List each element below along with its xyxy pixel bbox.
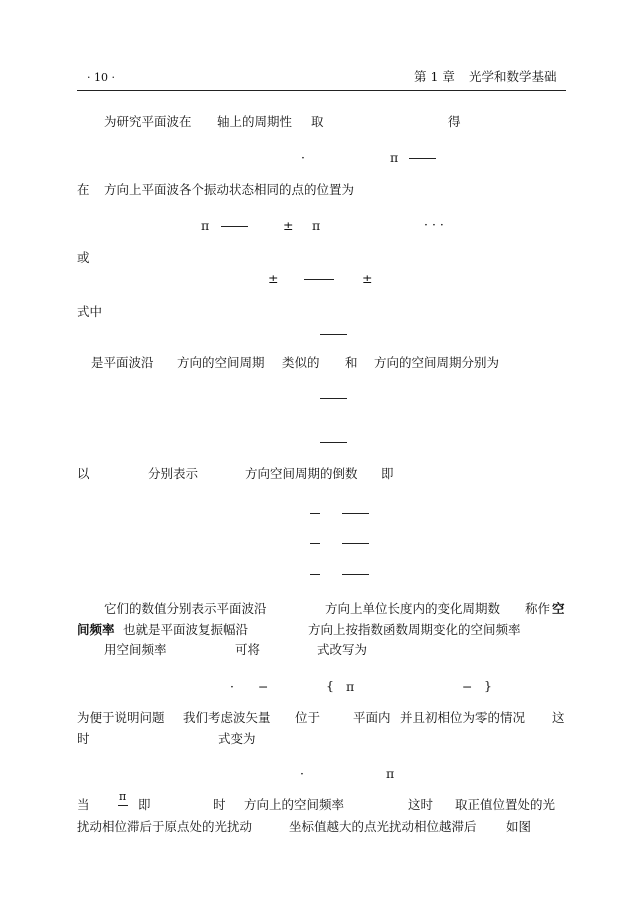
text-p4a: 为便于说明问题 bbox=[77, 710, 165, 725]
eq1-pi: π bbox=[390, 150, 399, 165]
text-l1b: 轴上的周期性 bbox=[217, 114, 293, 129]
text-l5c: 类似的 bbox=[282, 355, 320, 370]
eq3-fraction-bar bbox=[304, 279, 334, 280]
text-p5b: 式变为 bbox=[218, 731, 256, 746]
eq7-minus-2: − bbox=[462, 679, 473, 694]
text-l5a: 是平面波沿 bbox=[91, 355, 154, 370]
eq2-fraction-bar bbox=[221, 226, 248, 227]
eq3-plusminus: ± bbox=[268, 271, 279, 286]
chapter-number: 第 1 章 bbox=[414, 69, 455, 84]
text-p6f: 取正值位置处的光 bbox=[455, 797, 556, 812]
text-l1c: 取 bbox=[311, 114, 324, 129]
eq1-fraction-bar bbox=[409, 158, 436, 159]
eq2-pi: π bbox=[201, 218, 210, 233]
p6-fraction-pi: π bbox=[119, 790, 127, 803]
text-l1a: 为研究平面波在 bbox=[104, 114, 192, 129]
text-l6d: 即 bbox=[381, 466, 394, 481]
eq1-dot: · bbox=[301, 150, 305, 165]
text-p1a: 它们的数值分别表示平面波沿 bbox=[104, 601, 267, 616]
text-l2b: 方向上平面波各个振动状态相同的点的位置为 bbox=[104, 182, 355, 197]
freq2-fraction-bar bbox=[342, 543, 369, 544]
text-p7c: 如图 bbox=[506, 819, 532, 834]
text-p2b: 也就是平面波复振幅沿 bbox=[123, 622, 249, 637]
freq3-eq: = bbox=[325, 567, 326, 568]
text-p2c: 方向上按指数函数周期变化的空间频率 bbox=[308, 622, 521, 637]
text-l1d: 得 bbox=[448, 114, 461, 129]
text-p7a: 扰动相位滞后于原点处的光扰动 bbox=[77, 819, 253, 834]
text-p4c: 位于 bbox=[295, 710, 321, 725]
page-number: · 10 · bbox=[87, 71, 115, 84]
text-l6b: 分别表示 bbox=[148, 466, 199, 481]
eq4-fraction-bar bbox=[320, 334, 347, 335]
eq8-pi: π bbox=[386, 766, 395, 781]
freq1-fraction-bar bbox=[342, 513, 369, 514]
eq2-plusminus: ± bbox=[283, 218, 294, 233]
eq7-minus: − bbox=[258, 679, 269, 694]
eq7-open-brace: { bbox=[326, 678, 334, 693]
text-l5d: 和 bbox=[345, 355, 358, 370]
eq5-fraction-bar bbox=[320, 398, 347, 399]
eq2-ellipsis: · · · bbox=[424, 217, 444, 232]
text-l6c: 方向空间周期的倒数 bbox=[245, 466, 358, 481]
eq7-pi: π bbox=[346, 679, 355, 694]
text-p7b: 坐标值越大的点光扰动相位越滞后 bbox=[289, 819, 477, 834]
text-p4d: 平面内 bbox=[353, 710, 391, 725]
text-p4f: 这 bbox=[552, 710, 565, 725]
p6-fraction-bar bbox=[118, 805, 128, 806]
text-l4: 式中 bbox=[77, 304, 103, 319]
chapter-title: 光学和数学基础 bbox=[469, 69, 557, 84]
text-p4b: 我们考虑波矢量 bbox=[183, 710, 271, 725]
text-p3c: 式改写为 bbox=[317, 642, 368, 657]
text-p1c: 称作 bbox=[525, 601, 551, 616]
text-p6d: 方向上的空间频率 bbox=[244, 797, 345, 812]
eq8-dot: · bbox=[300, 766, 304, 781]
freq1-short-bar bbox=[310, 513, 320, 514]
eq3-plusminus-2: ± bbox=[362, 271, 373, 286]
text-p1b: 方向上单位长度内的变化周期数 bbox=[325, 601, 501, 616]
text-l5b: 方向的空间周期 bbox=[177, 355, 265, 370]
text-p6b: 即 bbox=[138, 797, 151, 812]
text-l5e: 方向的空间周期分别为 bbox=[374, 355, 500, 370]
text-p5a: 时 bbox=[77, 731, 90, 746]
eq7-close-brace: } bbox=[484, 678, 492, 693]
text-l2a: 在 bbox=[77, 182, 90, 197]
freq2-short-bar bbox=[310, 543, 320, 544]
text-p4e: 并且初相位为零的情况 bbox=[400, 710, 526, 725]
text-p3b: 可将 bbox=[235, 642, 261, 657]
freq3-fraction-bar bbox=[342, 574, 369, 575]
eq7-dot: · bbox=[230, 679, 234, 694]
header-rule bbox=[77, 90, 566, 91]
text-p3a: 用空间频率 bbox=[104, 642, 167, 657]
text-l6a: 以 bbox=[77, 466, 90, 481]
eq2-pi-2: π bbox=[312, 218, 321, 233]
text-l3: 或 bbox=[77, 250, 90, 265]
term-spatial-frequency-2: 间频率 bbox=[77, 622, 115, 637]
term-spatial-frequency-1: 空 bbox=[552, 601, 565, 616]
freq1-eq: = bbox=[325, 506, 326, 507]
eq6-fraction-bar bbox=[320, 442, 347, 443]
freq3-short-bar bbox=[310, 574, 320, 575]
text-p6e: 这时 bbox=[408, 797, 434, 812]
freq2-eq: = bbox=[325, 536, 326, 537]
text-p6a: 当 bbox=[77, 797, 90, 812]
text-p6c: 时 bbox=[213, 797, 226, 812]
